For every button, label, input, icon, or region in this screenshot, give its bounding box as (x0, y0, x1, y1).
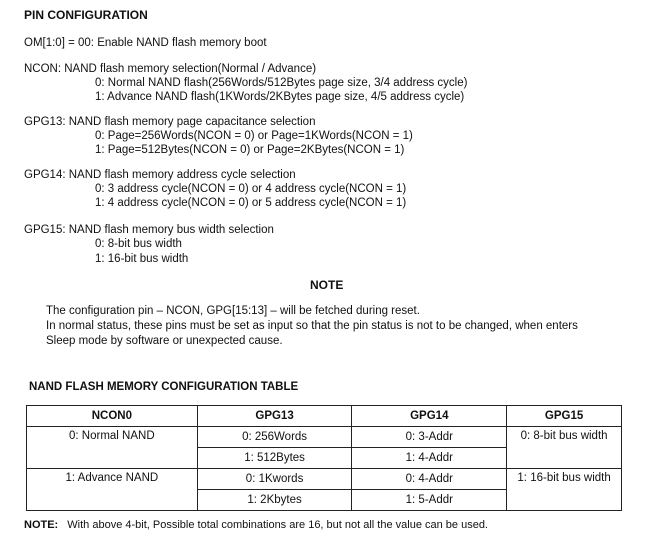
cell-gpg13: 0: 1Kwords (197, 469, 352, 490)
note-line-1: The configuration pin – NCON, GPG[15:13] – will be fetched during reset. (46, 305, 420, 317)
footnote-text: With above 4-bit, Possible total combinations are 16, but not all the value can be used. (67, 519, 488, 531)
ncon-option-1: 1: Advance NAND flash(1KWords/2KBytes page size, 4/5 address cycle) (95, 91, 465, 103)
note-line-3: Sleep mode by software or unexpected cause. (46, 335, 283, 347)
cell-gpg13: 1: 512Bytes (197, 448, 352, 469)
cell-gpg13: 0: 256Words (197, 427, 352, 448)
gpg13-option-0: 0: Page=256Words(NCON = 0) or Page=1KWords(NCON = 1) (95, 130, 413, 142)
gpg14-heading: GPG14: NAND flash memory address cycle selection (24, 169, 296, 181)
gpg15-option-1: 1: 16-bit bus width (95, 253, 189, 265)
gpg14-option-0: 0: 3 address cycle(NCON = 0) or 4 address cycle(NCON = 1) (95, 183, 407, 195)
gpg13-heading: GPG13: NAND flash memory page capacitance selection (24, 116, 316, 128)
cell-gpg15: 1: 16-bit bus width (507, 469, 622, 511)
table-row (27, 469, 622, 490)
gpg14-option-1: 1: 4 address cycle(NCON = 0) or 5 address cycle(NCON = 1) (95, 197, 407, 209)
header-ncon0: NCON0 (27, 406, 198, 427)
cell-gpg15: 0: 8-bit bus width (507, 427, 622, 469)
gpg13-option-1: 1: Page=512Bytes(NCON = 0) or Page=2KBytes(NCON = 1) (95, 144, 405, 156)
cell-ncon: 1: Advance NAND (27, 469, 198, 511)
footnote (24, 518, 488, 532)
cell-gpg14: 1: 4-Addr (352, 448, 507, 469)
table-header-row (27, 406, 622, 427)
ncon-heading: NCON: NAND flash memory selection(Normal / Advance) (24, 63, 317, 75)
cell-ncon: 0: Normal NAND (27, 427, 198, 469)
note-line-2: In normal status, these pins must be set as input so that the pin status is not to be changed, when enters (46, 320, 578, 332)
om-line: OM[1:0] = 00: Enable NAND flash memory boot (24, 37, 267, 49)
page-title: PIN CONFIGURATION (24, 8, 148, 22)
table-row (27, 427, 622, 448)
header-gpg15: GPG15 (507, 406, 622, 427)
cell-gpg14: 1: 5-Addr (352, 490, 507, 511)
gpg15-option-0: 0: 8-bit bus width (95, 238, 182, 250)
header-gpg13: GPG13 (197, 406, 352, 427)
note-title: NOTE (310, 278, 344, 292)
gpg15-heading: GPG15: NAND flash memory bus width selection (24, 224, 274, 236)
footnote-label: NOTE: (24, 519, 59, 531)
table-title: NAND FLASH MEMORY CONFIGURATION TABLE (29, 381, 299, 393)
config-table (26, 405, 622, 511)
cell-gpg14: 0: 3-Addr (352, 427, 507, 448)
cell-gpg14: 0: 4-Addr (352, 469, 507, 490)
header-gpg14: GPG14 (352, 406, 507, 427)
ncon-option-0: 0: Normal NAND flash(256Words/512Bytes page size, 3/4 address cycle) (95, 77, 468, 89)
cell-gpg13: 1: 2Kbytes (197, 490, 352, 511)
